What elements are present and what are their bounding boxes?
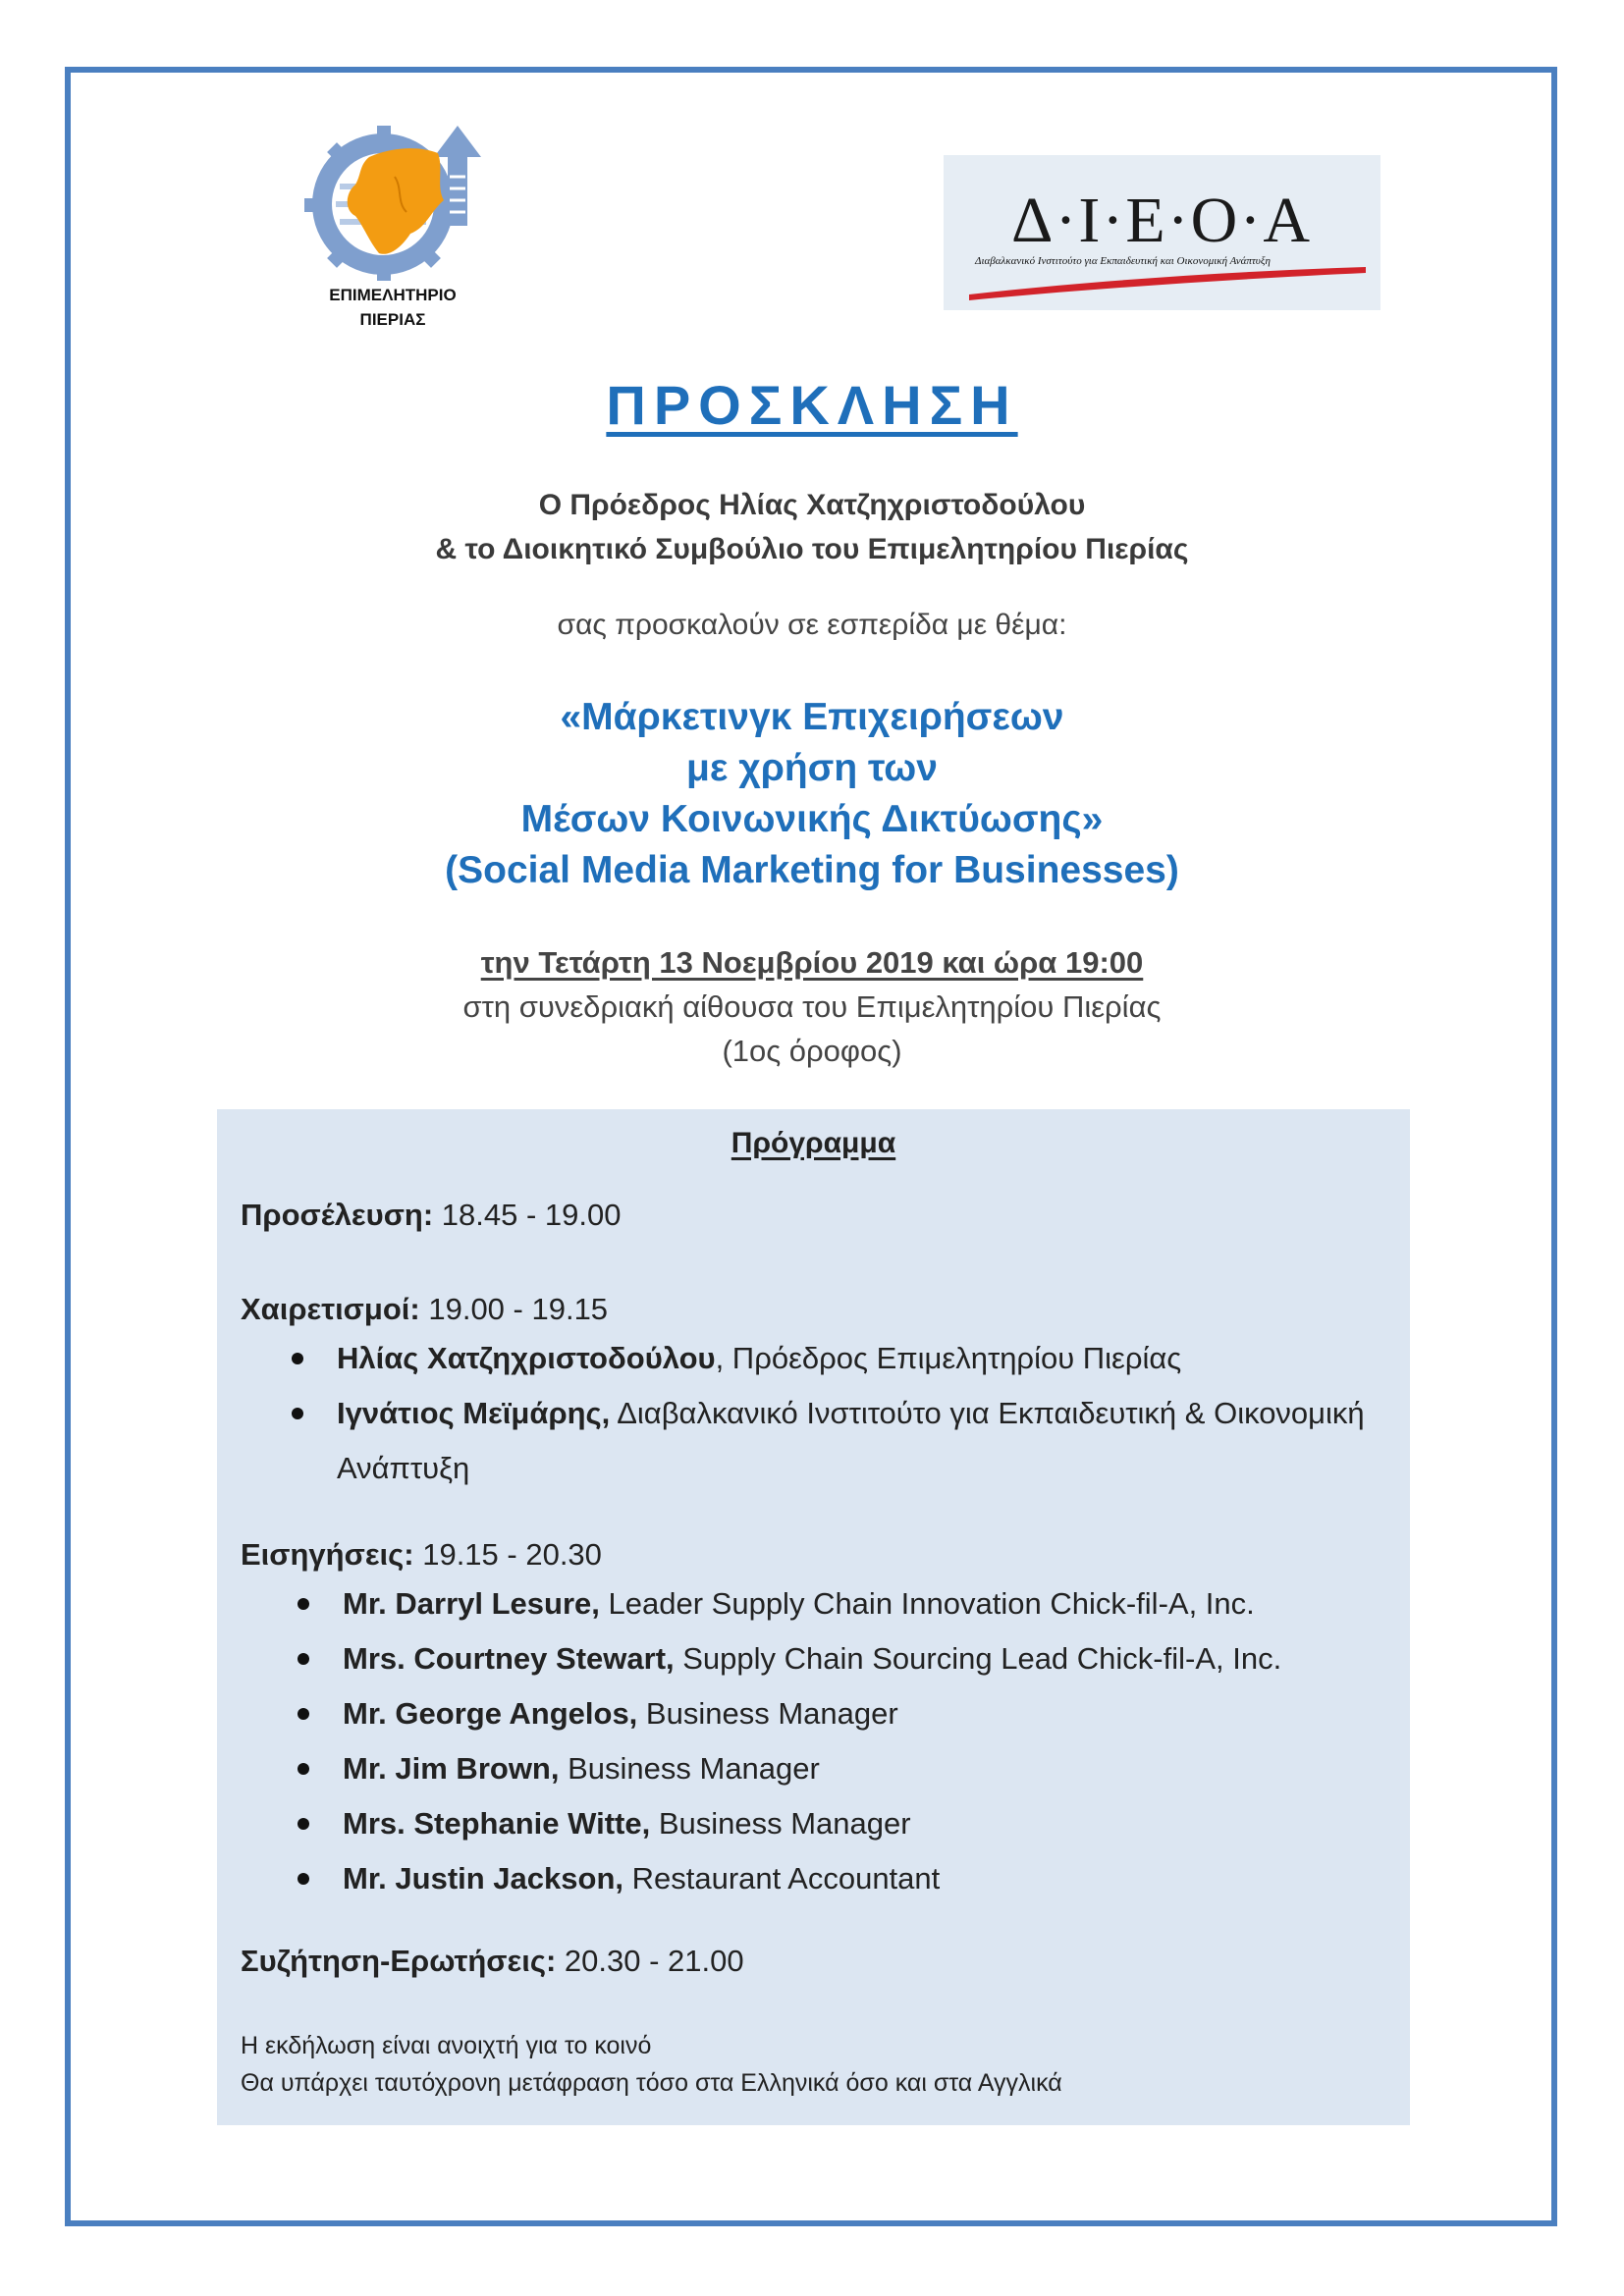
speaker-role: Supply Chain Sourcing Lead Chick-fil-A, Inc. [674,1641,1282,1676]
bullet-icon [298,1598,309,1610]
talks-time: 19.15 - 20.30 [413,1537,602,1572]
bullet-icon [298,1818,309,1830]
chamber-logo-line-1: ΕΠΙΜΕΛΗΤΗΡΙΟ [329,286,457,304]
speaker-name: Mr. Darryl Lesure, [343,1586,600,1621]
discussion-line [241,1944,744,1979]
speaker-name: Mrs. Courtney Stewart, [343,1641,675,1676]
hosts-block [0,483,1624,571]
talks-line [241,1537,602,1573]
topic-line-1: «Μάρκετινγκ Επιχειρήσεων [560,696,1064,738]
list-item [298,1741,1281,1796]
chamber-logo-text [295,283,491,332]
chamber-logo-line-2: ΠΙΕΡΙΑΣ [359,310,426,329]
event-venue: στη συνεδριακή αίθουσα του Επιμελητηρίου Πιερίας [462,989,1162,1024]
arrival-label: Προσέλευση: [241,1198,434,1232]
dieoa-emblem-icon [944,155,1380,310]
speaker-name: Mr. George Angelos, [343,1696,638,1731]
talks-list [298,1576,1281,1906]
list-item [292,1331,1378,1386]
discussion-label: Συζήτηση-Ερωτήσεις: [241,1944,557,1978]
bullet-icon [292,1353,303,1364]
chamber-logo [295,118,491,344]
program-notes [241,2027,1062,2102]
chamber-emblem-icon [300,118,485,285]
program-box [217,1109,1410,2125]
dieoa-wordmark: Δ·Ι·Ε·Ο·Α [1011,185,1312,256]
dieoa-logo [944,155,1380,310]
topic-line-2: με χρήση των [686,747,938,789]
bullet-icon [298,1763,309,1775]
dieoa-caption: Διαβαλκανικό Ινστιτούτο για Εκπαιδευτική και Οικονομική Ανάπτυξη [975,255,1272,267]
speaker-name: Ιγνάτιος Μεϊμάρης, [337,1396,611,1430]
note-line-1: Η εκδήλωση είναι ανοιχτή για το κοινό [241,2032,652,2059]
note-line-2: Θα υπάρχει ταυτόχρονη μετάφραση τόσο στα Ελληνικά όσο και στα Αγγλικά [241,2069,1062,2097]
arrival-line [241,1198,622,1233]
greetings-list [292,1331,1378,1496]
event-details [0,940,1624,1073]
event-date: την Τετάρτη 13 Νοεμβρίου 2019 και ώρα 19:00 [480,945,1144,980]
list-item [298,1796,1281,1851]
speaker-role: Business Manager [637,1696,898,1731]
invite-line: σας προσκαλούν σε εσπερίδα με θέμα: [557,609,1067,641]
speaker-name: Mrs. Stephanie Witte, [343,1806,651,1841]
greetings-time: 19.00 - 19.15 [419,1292,609,1326]
list-item [298,1631,1281,1686]
list-item [298,1851,1281,1906]
speaker-role: Διαβαλκανικό Ινστιτούτο για Εκπαιδευτική & Οικονομική Ανάπτυξη [337,1396,1365,1485]
event-topic [0,692,1624,896]
bullet-icon [298,1708,309,1720]
page-title: ΠΡΟΣΚΛΗΣΗ [606,374,1018,436]
bullet-icon [298,1653,309,1665]
greetings-line [241,1292,608,1327]
talks-label: Εισηγήσεις: [241,1537,414,1572]
discussion-time: 20.30 - 21.00 [556,1944,744,1978]
speaker-name: Mr. Jim Brown, [343,1751,560,1786]
speaker-role: Business Manager [650,1806,911,1841]
speaker-role: Business Manager [559,1751,820,1786]
greetings-label: Χαιρετισμοί: [241,1292,420,1326]
speaker-name: Ηλίας Χατζηχριστοδούλου [337,1341,716,1375]
topic-line-4: (Social Media Marketing for Businesses) [445,849,1179,891]
arrival-time: 18.45 - 19.00 [433,1198,622,1232]
topic-line-3: Μέσων Κοινωνικής Δικτύωσης» [520,798,1104,840]
list-item [298,1576,1281,1631]
list-item [298,1686,1281,1741]
hosts-line-2: & το Διοικητικό Συμβούλιο του Επιμελητηρίου Πιερίας [435,533,1189,565]
list-item [292,1386,1378,1496]
speaker-role: Restaurant Accountant [623,1861,941,1896]
speaker-role: , Πρόεδρος Επιμελητηρίου Πιερίας [715,1341,1182,1375]
hosts-line-1: Ο Πρόεδρος Ηλίας Χατζηχριστοδούλου [538,489,1086,521]
speaker-role: Leader Supply Chain Innovation Chick-fil-A, Inc. [599,1586,1255,1621]
speaker-name: Mr. Justin Jackson, [343,1861,623,1896]
bullet-icon [298,1873,309,1885]
bullet-icon [292,1408,303,1419]
event-floor: (1ος όροφος) [722,1034,902,1068]
program-heading: Πρόγραμμα [731,1127,896,1159]
